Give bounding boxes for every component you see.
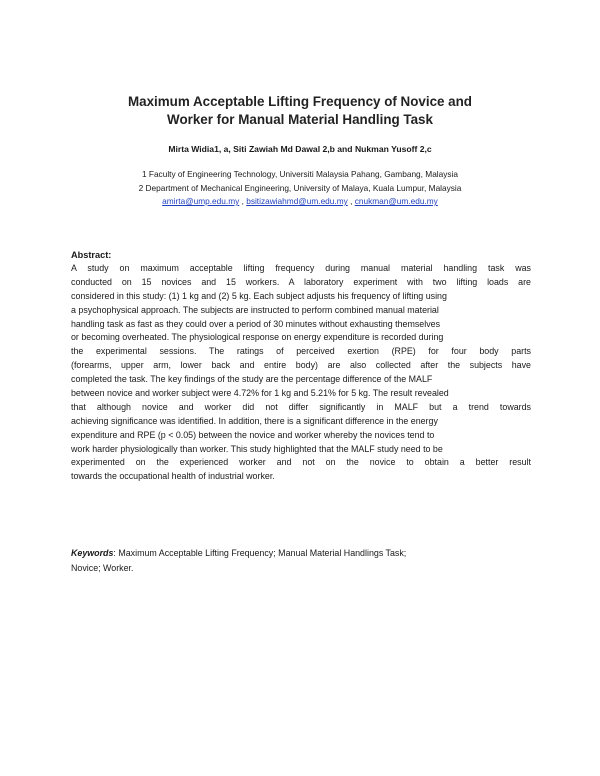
paper-title bbox=[70, 93, 530, 129]
abstract-line: towards the occupational health of industrial worker. bbox=[71, 471, 275, 482]
abstract-line: considered in this study: (1) 1 kg and (2) 5 kg. Each subject adjusts his frequency of lifting using bbox=[71, 290, 447, 301]
keywords-text-continued: Novice; Worker. bbox=[71, 563, 134, 573]
keywords-text: : Maximum Acceptable Lifting Frequency; Manual Material Handlings Task; bbox=[113, 548, 407, 558]
title-line: Maximum Acceptable Lifting Frequency of Novice and bbox=[127, 94, 472, 109]
abstract-line: experimented on the experienced worker and not on the novice to obtain a better result bbox=[71, 457, 531, 468]
abstract-line: work harder physiologically than worker. This study highlighted that the MALF study need to be bbox=[71, 443, 443, 454]
abstract-line: or becoming overheated. The physiological response on energy expenditure is recorded during bbox=[71, 332, 444, 343]
affiliation-1: 1 Faculty of Engineering Technology, Universiti Malaysia Pahang, Gambang, Malaysia bbox=[141, 169, 459, 179]
keywords-label: Keywords bbox=[71, 548, 114, 558]
abstract-line: a psychophysical approach. The subjects are instructed to perform combined manual material bbox=[71, 304, 439, 315]
abstract-line: conducted on 15 novices and 15 workers. A laboratory experiment with two lifting loads are bbox=[71, 276, 531, 287]
email-separator: , bbox=[347, 196, 355, 206]
abstract-line: handling task as fast as they could over a period of 30 minutes without exhausting themselves bbox=[71, 318, 441, 329]
abstract-line: between novice and worker subject were 4.72% for 1 kg and 5.21% for 5 kg. The result revealed bbox=[71, 388, 449, 399]
abstract-line: completed the task. The key findings of the study are the percentage difference of the MALF bbox=[71, 374, 433, 385]
author-emails bbox=[70, 195, 530, 207]
abstract-line: (forearms, upper arm, lower back and entire body) are also collected after the subjects have bbox=[71, 360, 531, 371]
abstract-line: A study on maximum acceptable lifting frequency during manual material handling task was bbox=[71, 263, 531, 273]
abstract-line: the experimental sessions. The ratings of perceived exertion (RPE) for four body parts bbox=[71, 346, 531, 357]
affiliation-2: 2 Department of Mechanical Engineering, University of Malaya, Kuala Lumpur, Malaysia bbox=[138, 183, 462, 193]
author-list: Mirta Widia1, a, Siti Zawiah Md Dawal 2,b and Nukman Yusoff 2,c bbox=[168, 144, 432, 154]
email-link-b[interactable]: bsitizawiahmd@um.edu.my bbox=[246, 196, 348, 206]
abstract-heading: Abstract: bbox=[71, 250, 112, 260]
email-link-a[interactable]: amirta@ump.edu.my bbox=[162, 196, 240, 206]
abstract-line: that although novice and worker did not differ significantly in MALF but a trend towards bbox=[71, 401, 531, 412]
abstract-body bbox=[71, 262, 531, 484]
title-line: Worker for Manual Material Handling Task bbox=[167, 112, 433, 127]
email-link-c[interactable]: cnukman@um.edu.my bbox=[354, 196, 438, 206]
abstract-line: expenditure and RPE (p < 0.05) between the novice and worker whereby the novices tend to bbox=[71, 429, 435, 440]
keywords-section bbox=[71, 546, 531, 576]
abstract-line: achieving significance was identified. In addition, there is a significant difference in the energy bbox=[71, 415, 438, 426]
email-separator: , bbox=[239, 196, 247, 206]
